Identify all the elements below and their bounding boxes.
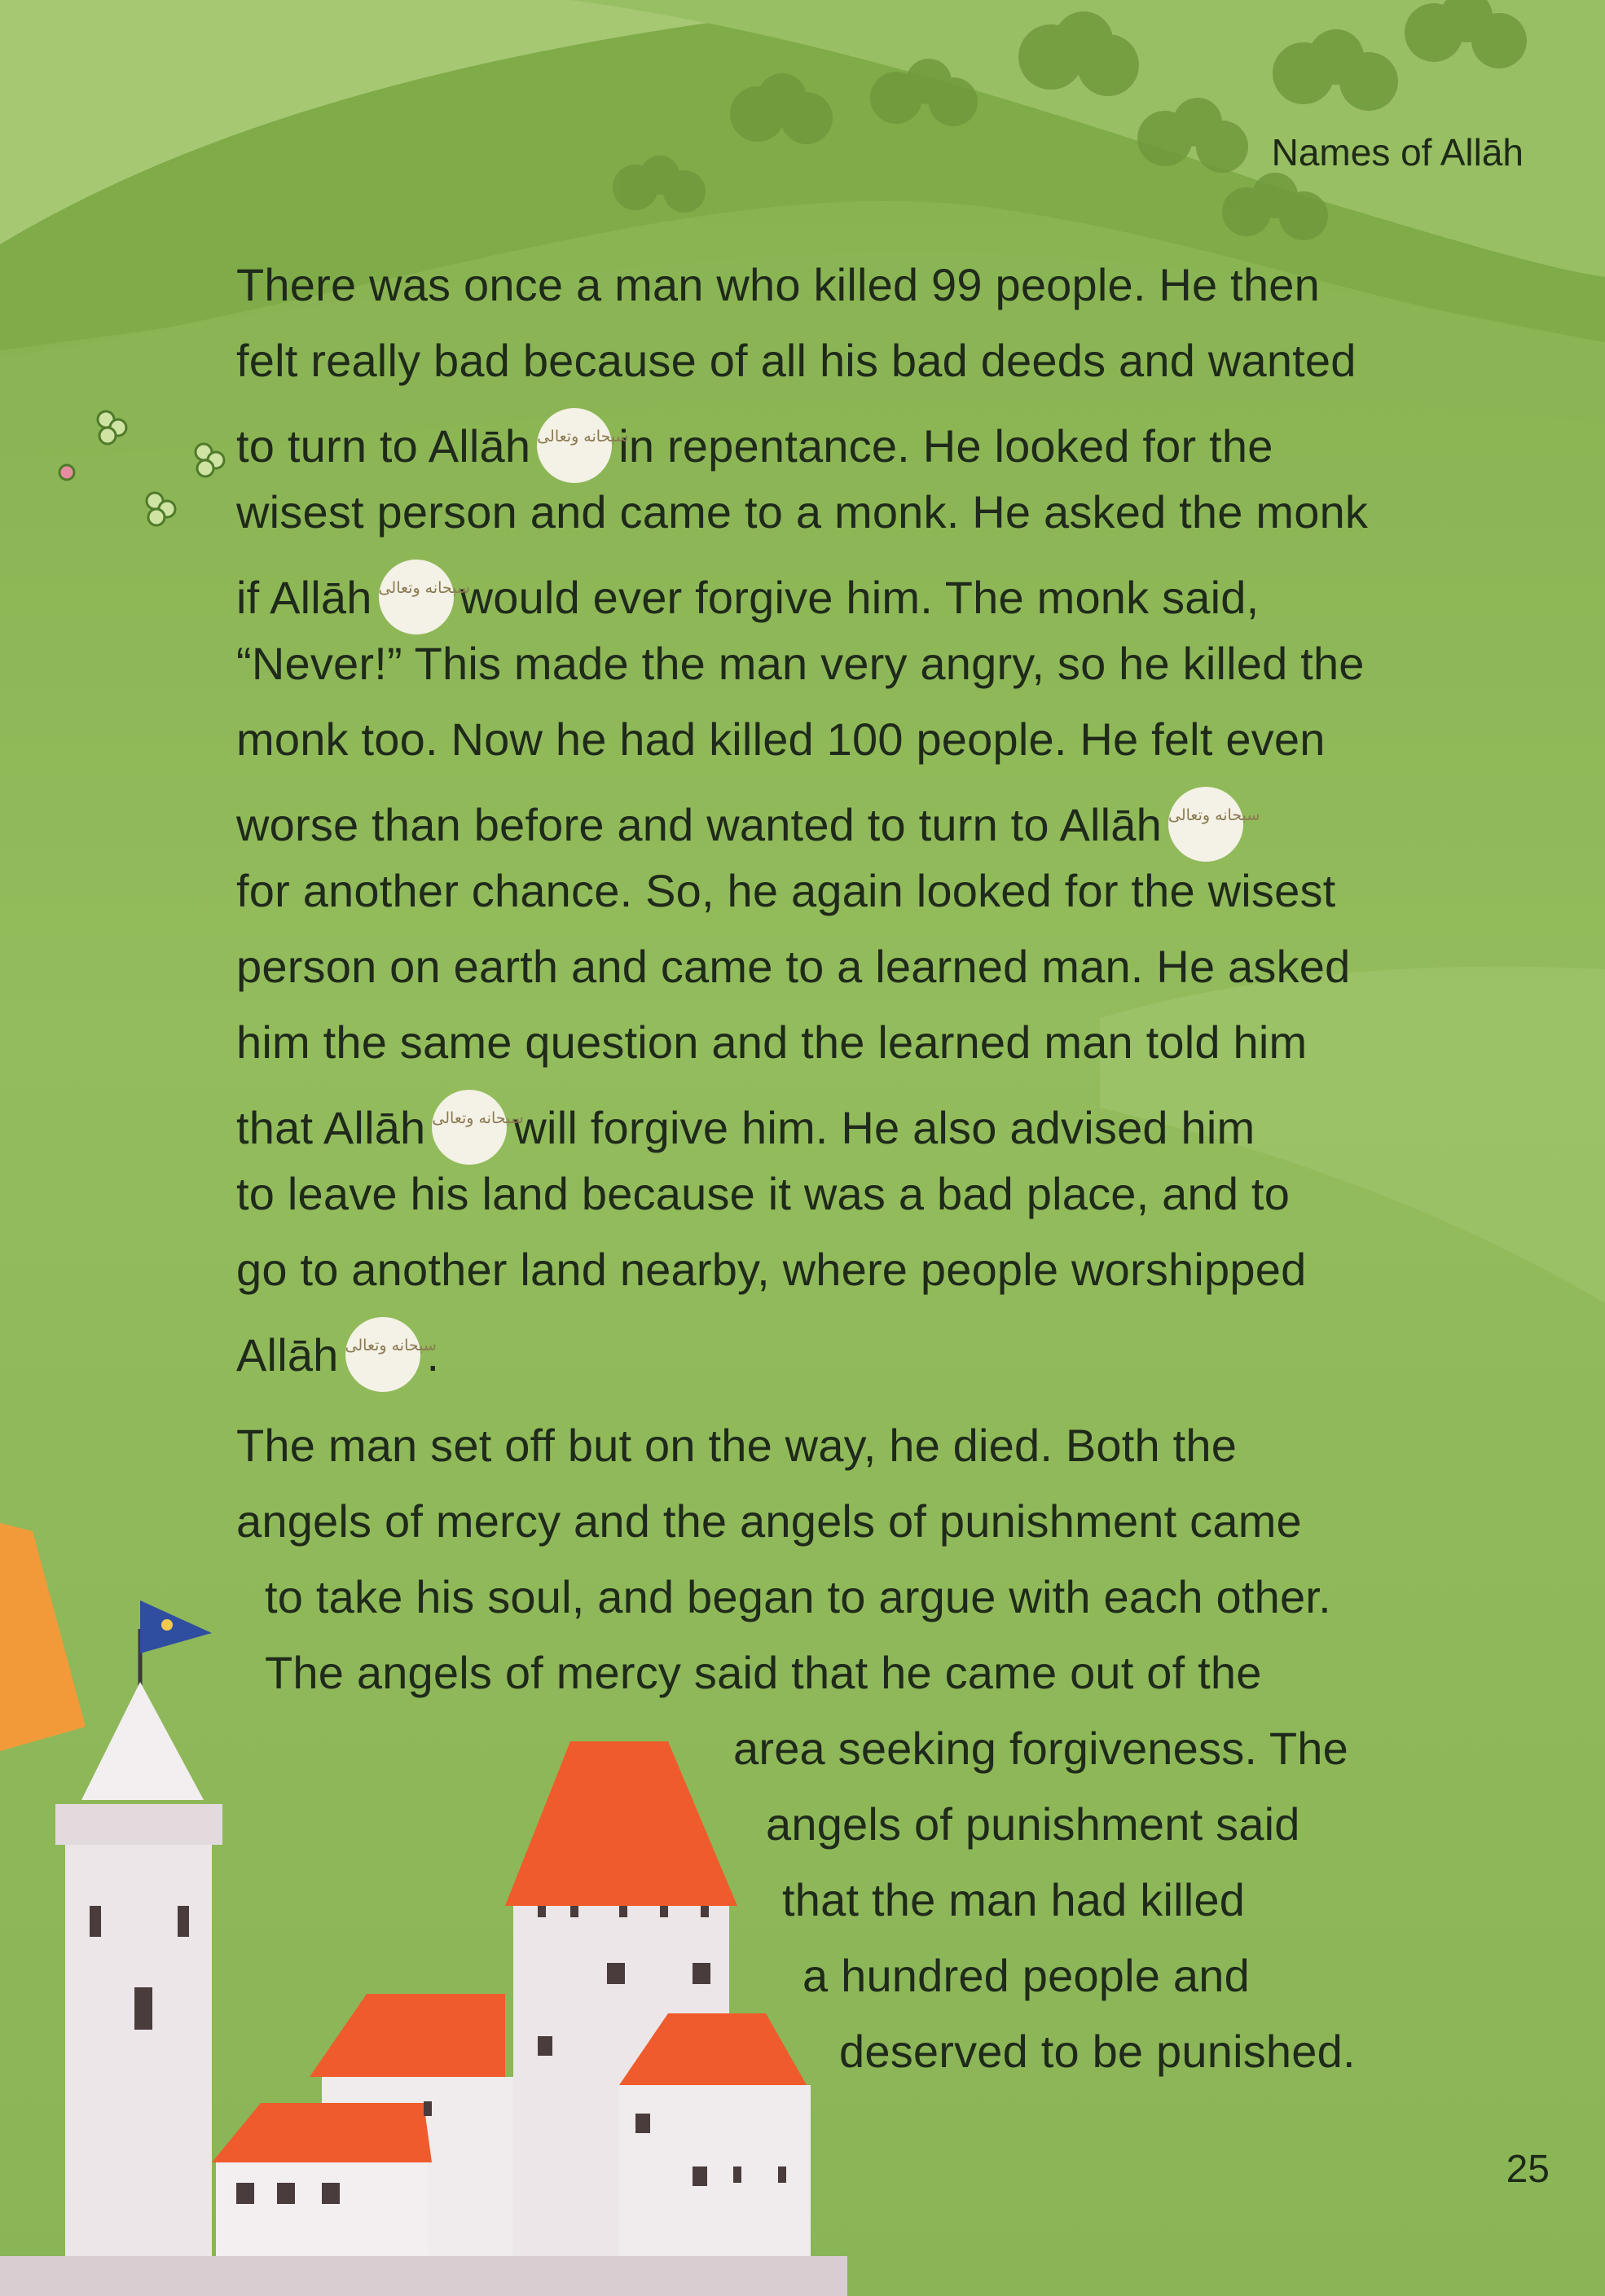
paragraph1-line [236, 1317, 439, 1400]
page-number: 25 [1506, 2148, 1550, 2191]
line-text: will forgive him. He also advised him [513, 1101, 1255, 1153]
line-text: him the same question and the learned man told him [236, 1016, 1308, 1068]
line-text: for another chance. So, he again looked for the wisest [236, 865, 1336, 916]
paragraph2-line [236, 1493, 1302, 1550]
line-text: monk too. Now he had killed 100 people. He felt even [236, 713, 1326, 765]
paragraph1-line [236, 1241, 1306, 1298]
line-text: felt really bad because of all his bad deeds and wanted [236, 335, 1357, 386]
line-text: to turn to Allāh [236, 419, 531, 472]
line-text: There was once a man who killed 99 people. He then [236, 259, 1320, 310]
line-text: area seeking forgiveness. The [733, 1723, 1348, 1774]
paragraph1-line [236, 408, 1273, 491]
line-text: go to another land nearby, where people worshipped [236, 1244, 1307, 1295]
paragraph1-line [236, 711, 1326, 768]
paragraph1-line [236, 484, 1368, 541]
paragraph2-line [839, 2023, 1356, 2080]
line-text: angels of punishment said [766, 1798, 1300, 1850]
line-text: deserved to be punished. [839, 2026, 1356, 2077]
line-text: “Never!” This made the man very angry, so he killed the [236, 638, 1365, 689]
line-text: that the man had killed [782, 1874, 1246, 1925]
paragraph1-line [236, 560, 1259, 643]
line-text: that Allāh [236, 1101, 426, 1153]
paragraph2-line [265, 1644, 1262, 1701]
subhanahu-wa-taala-seal-icon: سبحانه وتعالى [345, 1317, 420, 1392]
line-text: a hundred people and [802, 1950, 1250, 2001]
line-text: worse than before and wanted to turn to Allāh [236, 798, 1162, 850]
paragraph1-line [236, 332, 1357, 389]
line-text: to take his soul, and began to argue with each other. [265, 1571, 1331, 1622]
line-text: to leave his land because it was a bad place, and to [236, 1168, 1291, 1219]
line-text: Allāh [236, 1328, 339, 1381]
paragraph2-line [733, 1720, 1348, 1777]
paragraph1-line [236, 938, 1351, 995]
paragraph2-line [236, 1417, 1237, 1474]
subhanahu-wa-taala-seal-icon: سبحانه وتعالى [537, 408, 612, 483]
line-text: if Allāh [236, 571, 372, 623]
line-text: in repentance. He looked for the [618, 419, 1273, 472]
paragraph1-line [236, 863, 1335, 920]
line-text: would ever forgive him. The monk said, [460, 571, 1260, 623]
running-title: Names of Allāh [1271, 131, 1524, 173]
paragraph2-line [766, 1796, 1300, 1853]
paragraph1-line [236, 257, 1320, 314]
paragraph2-line [802, 1947, 1250, 2004]
line-text: The man set off but on the way, he died. Both the [236, 1420, 1238, 1471]
paragraph1-line [236, 1014, 1307, 1071]
line-text: person on earth and came to a learned man. He asked [236, 941, 1351, 992]
paragraph2-line [265, 1569, 1331, 1626]
paragraph1-line [236, 1166, 1290, 1223]
line-text: wisest person and came to a monk. He asked the monk [236, 486, 1369, 538]
line-text: angels of mercy and the angels of punishment came [236, 1495, 1302, 1547]
subhanahu-wa-taala-seal-icon: سبحانه وتعالى [432, 1090, 507, 1165]
line-text: . [426, 1328, 440, 1381]
subhanahu-wa-taala-seal-icon: سبحانه وتعالى [1168, 787, 1243, 862]
paragraph1-line [236, 635, 1365, 692]
line-text: The angels of mercy said that he came out of the [265, 1647, 1262, 1698]
paragraph1-line [236, 787, 1260, 870]
subhanahu-wa-taala-seal-icon: سبحانه وتعالى [379, 560, 454, 634]
paragraph1-line [236, 1090, 1255, 1173]
paragraph2-line [782, 1872, 1245, 1929]
